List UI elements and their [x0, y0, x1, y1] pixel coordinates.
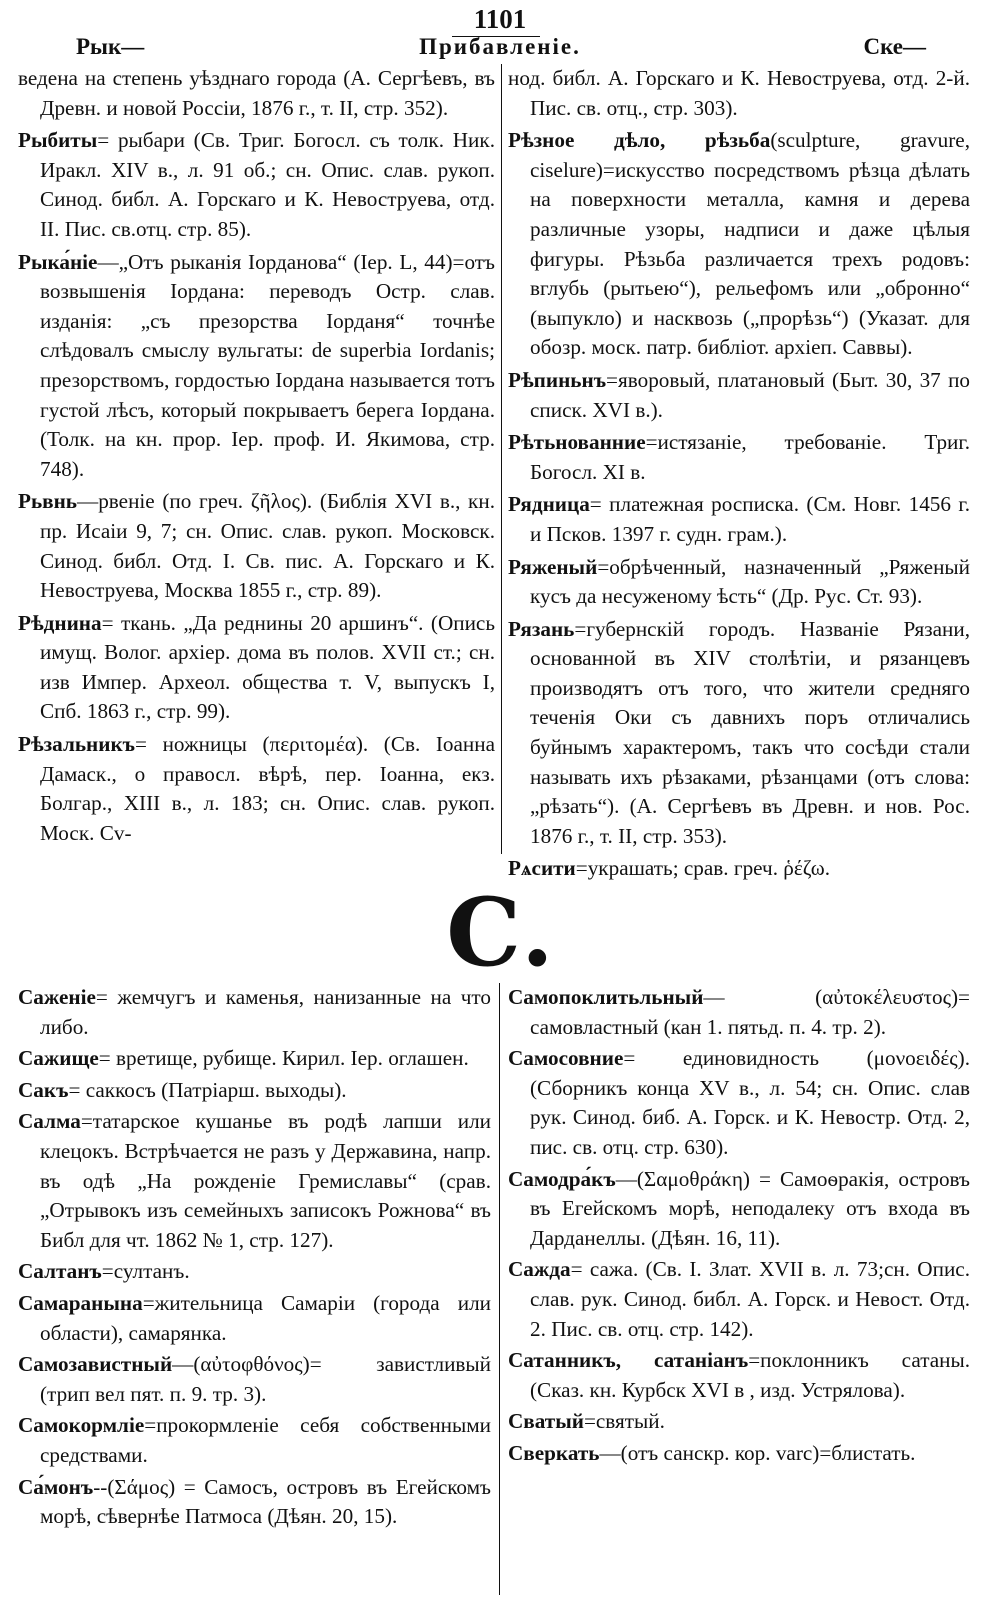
entry-definition: --(Σάμος) = Самосъ, островъ въ Егейскомъ морѣ, сѣвернѣе Патмоса (Дѣян. 20, 15).: [40, 1474, 491, 1529]
dictionary-entry: [18, 126, 495, 244]
entry-headword: Самаранына: [18, 1290, 143, 1315]
entry-headword: Рыка́ніе: [18, 249, 98, 274]
entry-headword: Саженіе: [18, 985, 96, 1009]
entry-headword: Ряженый: [508, 554, 598, 579]
running-head-left: Рык—: [76, 34, 145, 59]
running-head-title: Прибавленіе.: [419, 34, 581, 59]
entry-definition: =татарское кушанье въ родѣ лапши или клецокъ. Встрѣчается не разъ у Державина, напр. въ одѣ „На рожденіе Гремиславы“ (срав. „Отрывокъ изъ семейныхъ записокъ Рожнова“ въ Библ для чт. 1862 № 1, стр. 127).: [40, 1109, 491, 1252]
entry-definition: =украшать; срав. греч. ῥέζω.: [575, 856, 831, 881]
entry-definition: (sculpture, gravure, ciselure)=искусство посредствомъ рѣзца дѣлать на поверхности металла, камня и дерева различные узоры, надписи и даже цѣлыя фигуры. Рѣзьба различается трехъ родовъ: вглубь (рытьею“), рельефомъ или „обронно“ (выпукло) и насквозь („прорѣзь“) (Указат. для обозр. моск. патр. библіот. архіеп. Саввы).: [530, 128, 970, 360]
column-bottom-left: [18, 983, 491, 1598]
dictionary-entry: [18, 609, 495, 727]
entry-headword: Рѣзальникъ: [18, 732, 136, 757]
entry-headword: Рьвнь: [18, 489, 78, 514]
entry-definition: =прокормленіе себя собственными средствами.: [40, 1413, 491, 1467]
entry-headword: Рѣднина: [18, 610, 102, 635]
dictionary-entry: [18, 64, 495, 123]
entry-definition: —„Отъ рыканія Іорданова“ (Іер. L, 44)=отъ возвышенія Іордана: переводъ Остр. слав. изданія: „съ презорства Іорданя“ точнѣе слѣдовалъ смыслу вульгаты: de superbia Iordanis; презорствомъ, гордостью Іордана называется тотъ густой лѣсъ, который покрываетъ берега Іордана. (Толк. на кн. прор. Іер. проф. И. Якимова, стр. 748).: [40, 249, 495, 481]
entry-definition: —(αὐτοφθόνος)= завистливый (трип вел пят. п. 9. тр. 3).: [40, 1352, 491, 1406]
entry-definition: =святый.: [583, 1409, 665, 1434]
entry-headword: Самосовние: [508, 1046, 624, 1071]
page-header: [0, 0, 1000, 62]
entry-definition: =обрѣченный, назначенный „Ряженый кусъ да несуженому ѣсть“ (Др. Рус. Ст. 93).: [530, 554, 970, 609]
running-head-right: Ске—: [863, 34, 926, 59]
dictionary-entry: [508, 1255, 970, 1344]
dictionary-entry: [18, 730, 495, 848]
dictionary-entry: [508, 490, 970, 549]
entry-headword: Сажда: [508, 1257, 571, 1282]
entry-definition: =истязаніе, требованіе. Триг. Богосл. XI в.: [530, 430, 970, 484]
column-divider-top: [501, 64, 502, 854]
entry-headword: Рѣзное дѣло, рѣзьба: [508, 128, 771, 153]
dictionary-entry: [18, 1289, 491, 1348]
dictionary-entry: [508, 366, 970, 425]
entry-headword: Рыбиты: [18, 128, 98, 153]
dictionary-entry: [508, 1407, 970, 1437]
entry-definition: =жительница Самаріи (города или области), самарянка.: [40, 1290, 491, 1345]
entry-definition: ведена на степень уѣзднаго города (А. Сергѣевъ, въ Древн. и новой Россіи, 1876 г., т. II, стр. 352).: [18, 66, 495, 120]
entry-definition: = саккосъ (Патріарш. выходы).: [68, 1077, 347, 1102]
entry-headword: Са́монъ: [18, 1474, 94, 1499]
entry-headword: Сватый: [508, 1409, 584, 1434]
entry-definition: нод. библ. А. Горскаго и К. Невоструева, отд. 2-й. Пис. св. отц., стр. 303).: [508, 66, 970, 120]
dictionary-entry: [18, 1076, 491, 1106]
entry-definition: =яворовый, платановый (Быт. 30, 37 по списк. XVI в.).: [530, 367, 970, 422]
entry-definition: —(отъ санскр. кор. varc)=блистать.: [599, 1440, 916, 1465]
entry-headword: Сажище: [18, 1046, 99, 1071]
entry-headword: Сверкать: [508, 1440, 600, 1465]
dictionary-entry: [18, 1044, 491, 1074]
entry-definition: = ткань. „Да реднины 20 аршинъ“. (Опись имущ. Волог. архіер. дома въ полов. XVII ст.; сн. изв Импер. Археол. общества т. V, выпускъ I, Спб. 1863 г., стр. 99).: [40, 610, 495, 724]
entry-headword: Салтанъ: [18, 1259, 102, 1284]
dictionary-entry: [508, 553, 970, 612]
entry-headword: Рядница: [508, 492, 590, 517]
section-letter-heading: С.: [446, 878, 554, 988]
column-top-right: [508, 64, 970, 904]
entry-definition: — (αὐτοκέλευστος)= самовластный (кан 1. пятьд. п. 4. тр. 2).: [530, 985, 970, 1039]
entry-headword: Рязань: [508, 616, 575, 641]
dictionary-entry: [18, 1257, 491, 1287]
dictionary-entry: [508, 983, 970, 1042]
dictionary-entry: [18, 983, 491, 1042]
entry-definition: = жемчугъ и каменья, нанизанные на что либо.: [40, 985, 491, 1039]
entry-headword: Сатанникъ, сатаніанъ: [508, 1348, 749, 1373]
dictionary-entry: [508, 126, 970, 363]
column-divider-bottom: [499, 983, 500, 1595]
entry-headword: Самодра́къ: [508, 1166, 616, 1191]
dictionary-entry: [508, 615, 970, 852]
entry-definition: = платежная росписка. (См. Новг. 1456 г. и Псков. 1397 г. судн. грам.).: [530, 492, 970, 546]
entry-headword: Салма: [18, 1109, 81, 1134]
dictionary-entry: [18, 248, 495, 485]
entry-definition: = сажа. (Св. І. Злат. XVII в. л. 73;сн. Опис. слав. рук. Синод. библ. А. Горск. и Невост. Отд. 2. Пис. св. отц. стр. 142).: [530, 1257, 970, 1341]
column-top-left: [18, 64, 495, 904]
dictionary-entry: [508, 1346, 970, 1405]
entry-definition: =губернскій городъ. Названіе Рязани, основанной въ XIV столѣтіи, и рязанцевъ производятъ отъ того, что жители средняго теченія Оки съ давнихъ поръ отличались буйнымъ характеромъ, такъ что сосѣди стали называть ихъ рѣзаками, рѣзанцами (отъ слова: „рѣзать“). (А. Сергѣевъ въ Древн. и нов. Рос. 1876 г., т. II, стр. 353).: [530, 616, 970, 848]
dictionary-entry: [508, 1439, 970, 1469]
entry-headword: Сакъ: [18, 1077, 69, 1102]
dictionary-entry: [18, 1411, 491, 1470]
dictionary-entry: [18, 487, 495, 605]
page-number: 1101: [473, 4, 527, 34]
entry-headword: Рѧсити: [508, 856, 576, 881]
dictionary-entry: [508, 854, 970, 884]
entry-definition: =султанъ.: [101, 1259, 190, 1284]
entry-headword: Самокормліе: [18, 1413, 145, 1438]
dictionary-entry: [508, 428, 970, 487]
entry-headword: Рѣпиньнъ: [508, 367, 607, 392]
entry-definition: = вретище, рубище. Кирил. Іер. оглашен.: [98, 1046, 469, 1071]
entry-definition: —рвеніе (по греч. ζῆλος). (Библія XVI в., кн. пр. Исаіи 9, 7; сн. Опис. слав. рукоп. Московск. Синод. библ. Отд. I. Св. пис. А. Горскаго и К. Невоструева, Москва 1855 г., стр. 89).: [40, 489, 495, 603]
dictionary-entry: [18, 1473, 491, 1532]
dictionary-entry: [18, 1350, 491, 1409]
column-bottom-right: [508, 983, 970, 1598]
entry-definition: = единовидность (μονοειδές). (Сборникъ конца XV в., л. 54; сн. Опис. слав рук. Синод. биб. А. Горск. и К. Невостр. Отд. 2, пис. св. отц. стр. 630).: [530, 1046, 970, 1159]
entry-definition: = рыбари (Св. Триг. Богосл. съ толк. Ник. Иракл. XIV в., л. 91 об.; сн. Опис. слав. рукоп. Синод. библ. А. Горскаго и К. Невоструева, отд. II. Пис. св.отц. стр. 85).: [40, 128, 495, 241]
entry-definition: = ножницы (περιτομέα). (Св. Іоанна Дамаск., о правосл. вѣрѣ, пер. Іоанна, екз. Болгар., XIII в., л. 183; сн. Опис. слав. рукоп. Моск. Сv-: [40, 732, 495, 845]
dictionary-entry: [508, 1044, 970, 1162]
entry-headword: Самопоклитьльный: [508, 985, 704, 1009]
entry-headword: Самозавистный: [18, 1352, 173, 1377]
dictionary-entry: [508, 64, 970, 123]
entry-definition: =поклонникъ сатаны. (Сказ. кн. Курбск XVI в , изд. Устрялова).: [530, 1348, 970, 1402]
dictionary-entry: [508, 1165, 970, 1254]
entry-definition: —(Σαμοθράκη) = Самоѳракія, островъ въ Егейскомъ морѣ, неподалеку отъ входа въ Дарданеллы. (Дѣян. 16, 11).: [530, 1166, 970, 1250]
dictionary-entry: [18, 1107, 491, 1255]
entry-headword: Рѣтьнованние: [508, 430, 646, 455]
